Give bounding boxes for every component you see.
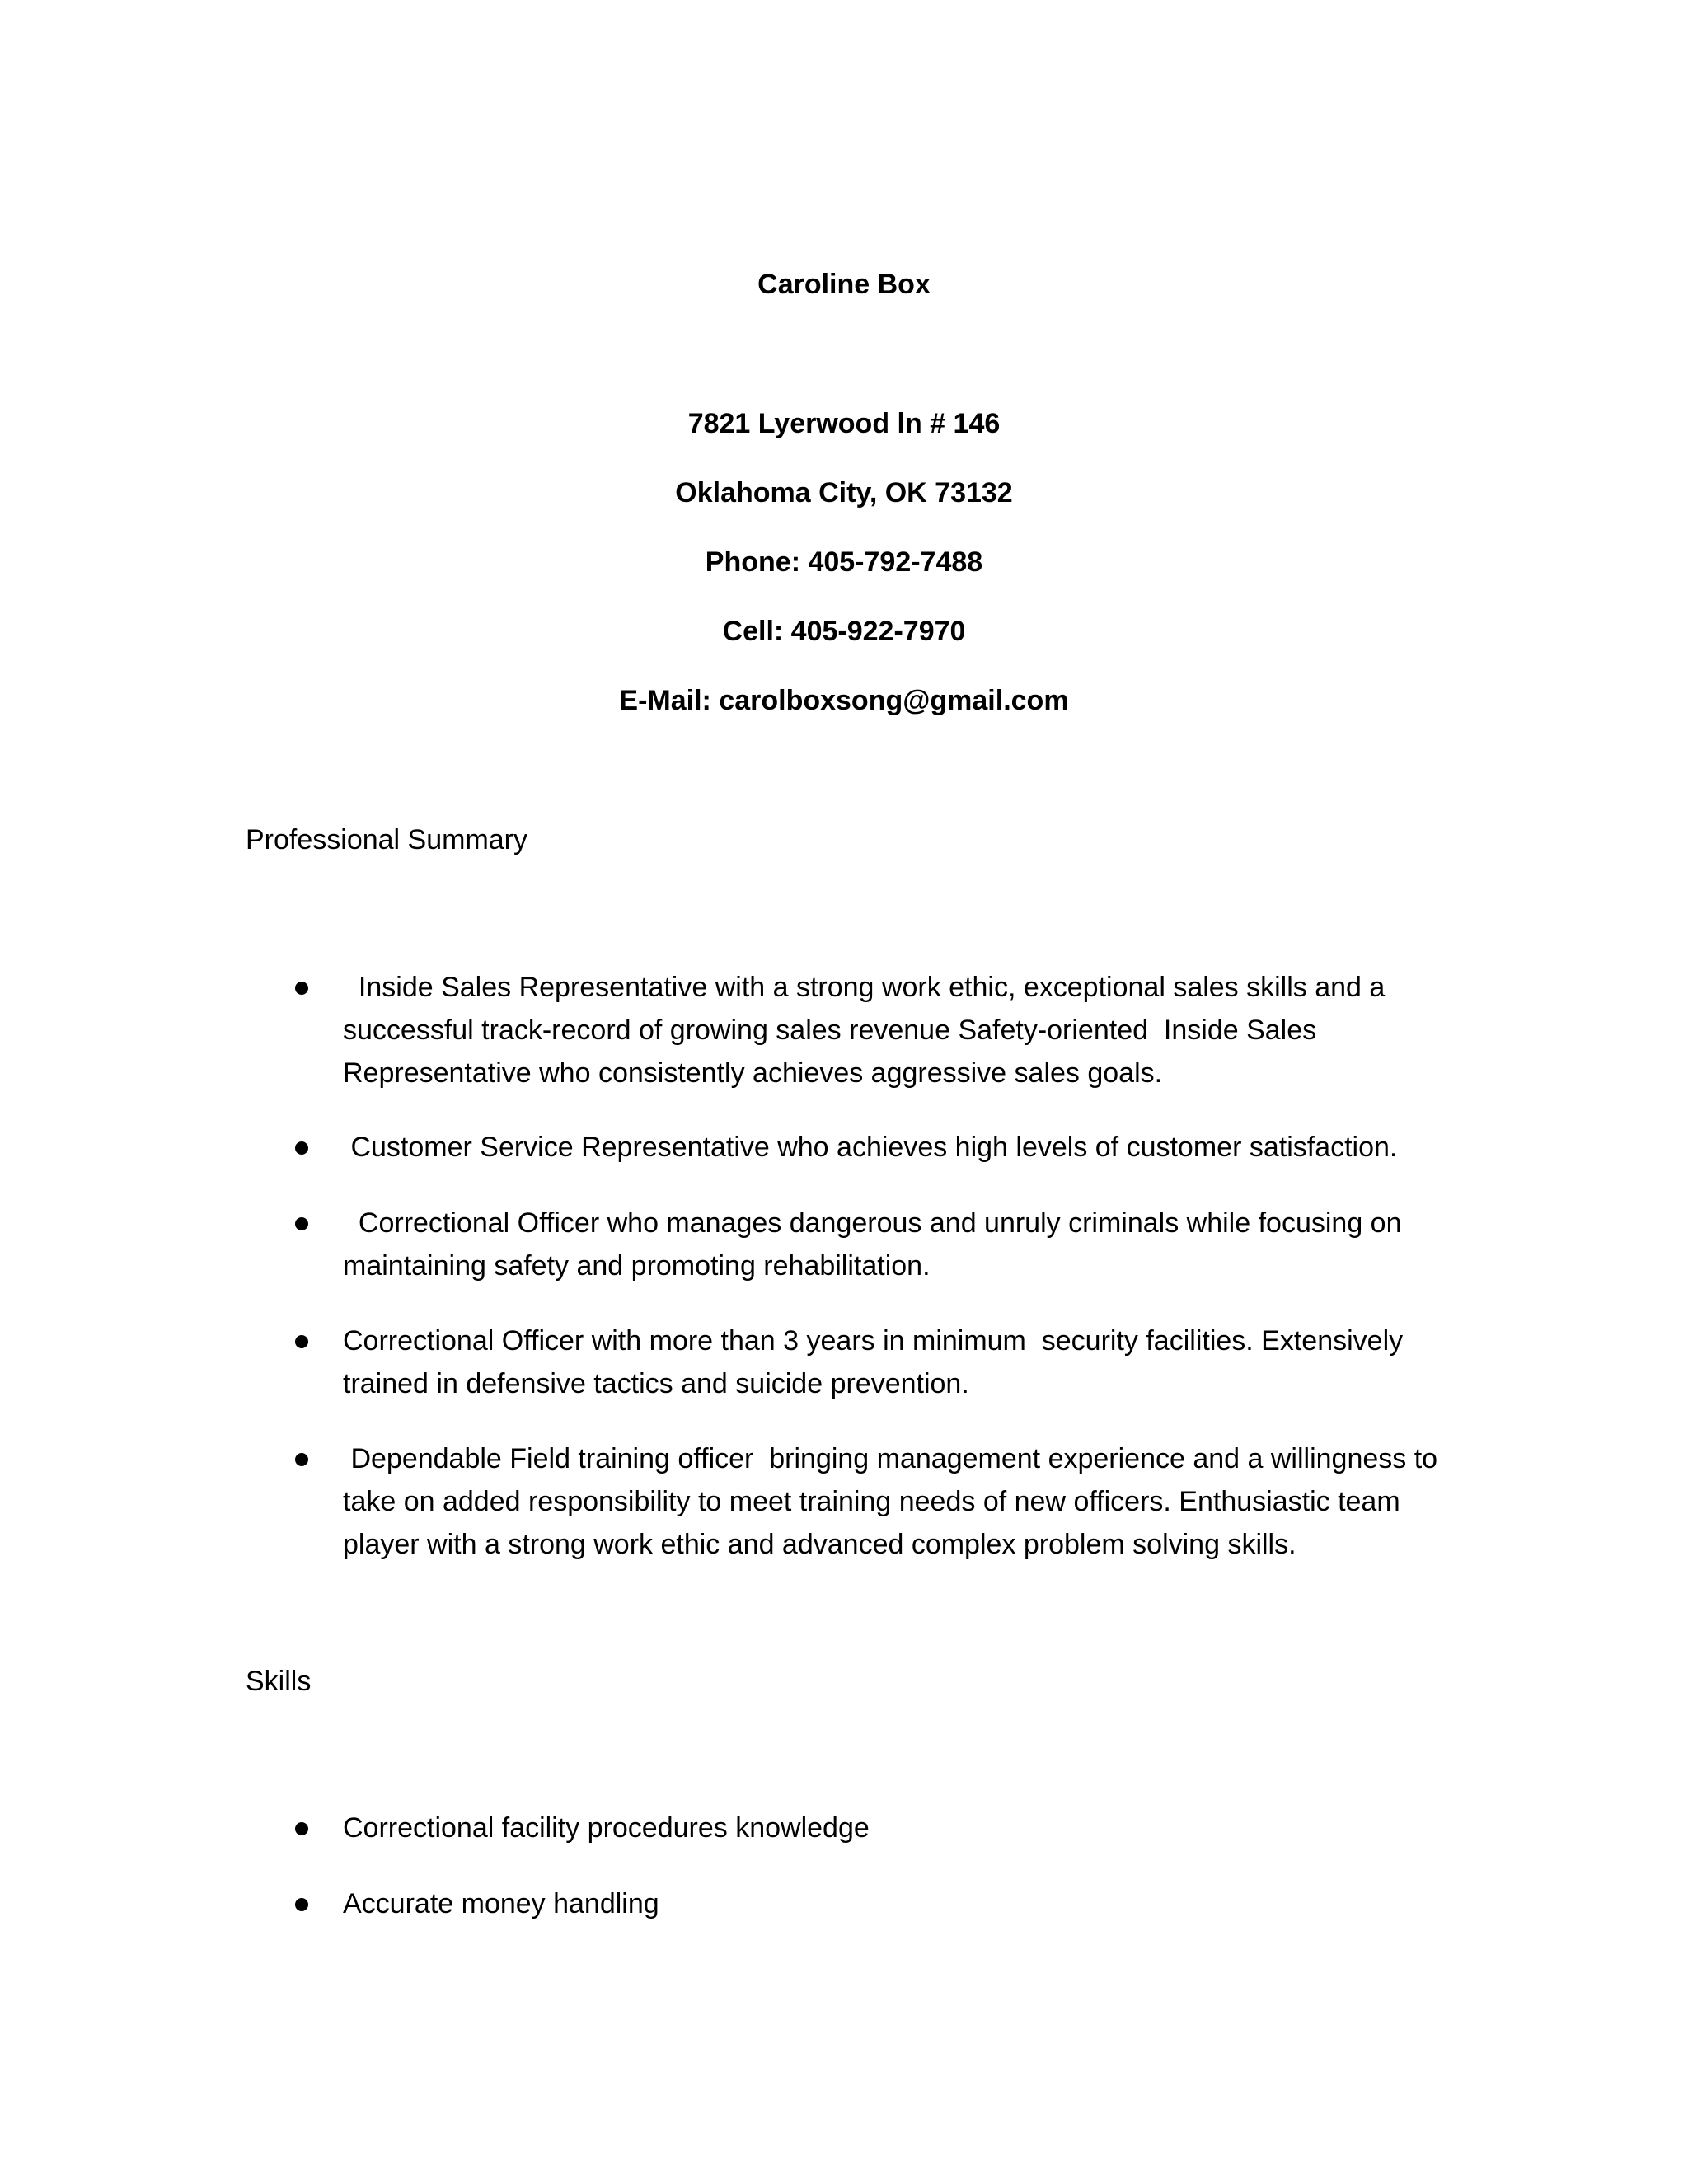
address-line-2: Oklahoma City, OK 73132	[675, 477, 1013, 509]
section-heading-summary: Professional Summary	[246, 824, 528, 855]
email-address: E-Mail: carolboxsong@gmail.com	[619, 685, 1069, 716]
candidate-name: Caroline Box	[757, 269, 931, 300]
summary-item-text: Customer Service Representative who achieves high levels of customer satisfaction.	[343, 1132, 1398, 1163]
bullet-icon	[295, 982, 308, 995]
summary-item-text: Dependable Field training officer bringing management experience and a willingness to take on added responsibility to meet training needs of new officers. Enthusiastic team player with a strong work ethic and advanced complex problem solving skills.	[343, 1443, 1446, 1560]
bullet-icon	[295, 1217, 308, 1230]
skill-item-text: Accurate money handling	[343, 1888, 659, 1919]
phone-number: Phone: 405-792-7488	[705, 546, 983, 578]
section-heading-skills: Skills	[246, 1666, 312, 1697]
bullet-icon	[295, 1453, 308, 1466]
bullet-icon	[295, 1898, 308, 1911]
summary-item-text: Inside Sales Representative with a strong work ethic, exceptional sales skills and a successful track-record of growing sales revenue Safety-oriented Inside Sales Representative who consistently achieves aggressive sales goals.	[343, 972, 1393, 1089]
bullet-icon	[295, 1141, 308, 1155]
summary-item-text: Correctional Officer who manages dangerous and unruly criminals while focusing on maintaining safety and promoting rehabilitation.	[343, 1207, 1409, 1282]
skill-item-text: Correctional facility procedures knowledge	[343, 1812, 870, 1844]
cell-number: Cell: 405-922-7970	[722, 616, 966, 647]
summary-item-text: Correctional Officer with more than 3 years in minimum security facilities. Extensively trained in defensive tactics and suicide prevention.	[343, 1325, 1411, 1399]
bullet-icon	[295, 1822, 308, 1835]
bullet-icon	[295, 1335, 308, 1348]
address-line-1: 7821 Lyerwood ln # 146	[687, 408, 1001, 439]
